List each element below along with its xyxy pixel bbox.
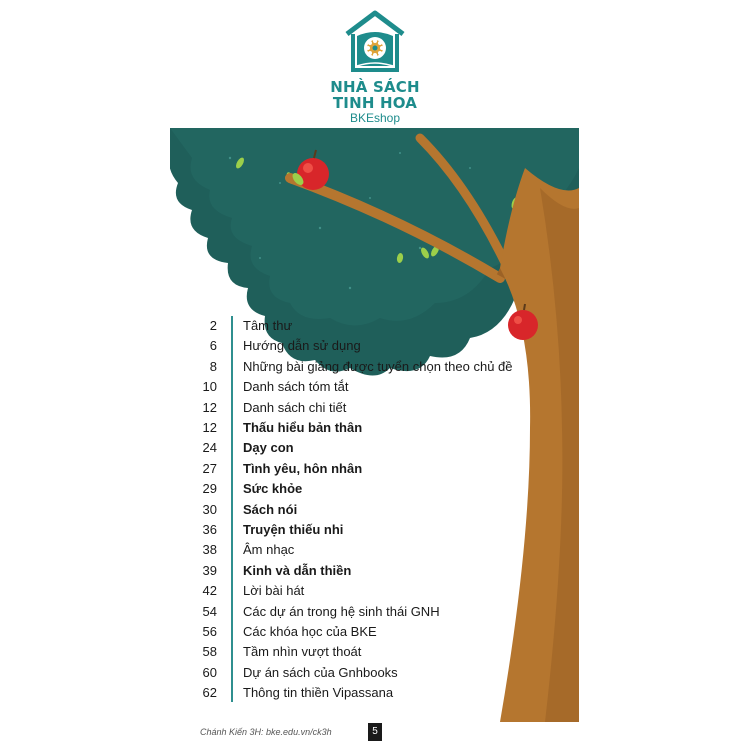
logo-name-line1: NHÀ SÁCH [330, 78, 420, 96]
page-footer-text: Chánh Kiến 3H: bke.edu.vn/ck3h [200, 727, 332, 737]
logo-subtitle: BKEshop [349, 111, 401, 125]
toc-row[interactable]: 8 Những bài giảng được tuyển chọn theo chủ đề [209, 358, 513, 374]
toc-row[interactable]: 60 Dự án sách của Gnhbooks [202, 664, 398, 680]
toc-row[interactable]: 12 Danh sách chi tiết [202, 399, 347, 415]
logo-name-line2: TINH HOA [332, 94, 418, 112]
book-page [170, 128, 579, 722]
toc-row[interactable]: 56 Các khóa học của BKE [202, 624, 377, 639]
toc-row[interactable]: 12 Thấu hiểu bản thân [202, 420, 363, 435]
page-number-badge: 5 [368, 723, 382, 741]
toc-row[interactable]: 58 Tầm nhìn vượt thoát [202, 644, 362, 660]
toc-row[interactable]: 54 Các dự án trong hệ sinh thái GNH [202, 603, 440, 619]
toc-row[interactable]: 42 Lời bài hát [202, 583, 305, 599]
shop-logo [315, 10, 435, 125]
toc-row[interactable]: 39 Kinh và dẫn thiền [202, 562, 352, 578]
toc-row[interactable]: 2 Tâm thư [209, 318, 293, 333]
toc-row[interactable]: 38 Âm nhạc [202, 542, 295, 558]
toc-row[interactable]: 29 Sức khỏe [202, 481, 303, 497]
bookstore-house-icon [343, 10, 407, 76]
toc-row[interactable]: 62 Thông tin thiền Vipassana [202, 685, 394, 701]
toc-row[interactable]: 36 Truyện thiếu nhi [202, 522, 344, 537]
toc-row[interactable]: 27 Tình yêu, hôn nhân [202, 460, 363, 476]
toc-row[interactable]: 24 Dạy con [202, 440, 294, 456]
toc-row[interactable]: 6 Hướng dẫn sử dụng [209, 338, 361, 354]
toc-row[interactable]: 10 Danh sách tóm tắt [202, 379, 349, 395]
toc-row[interactable]: 30 Sách nói [202, 501, 298, 517]
